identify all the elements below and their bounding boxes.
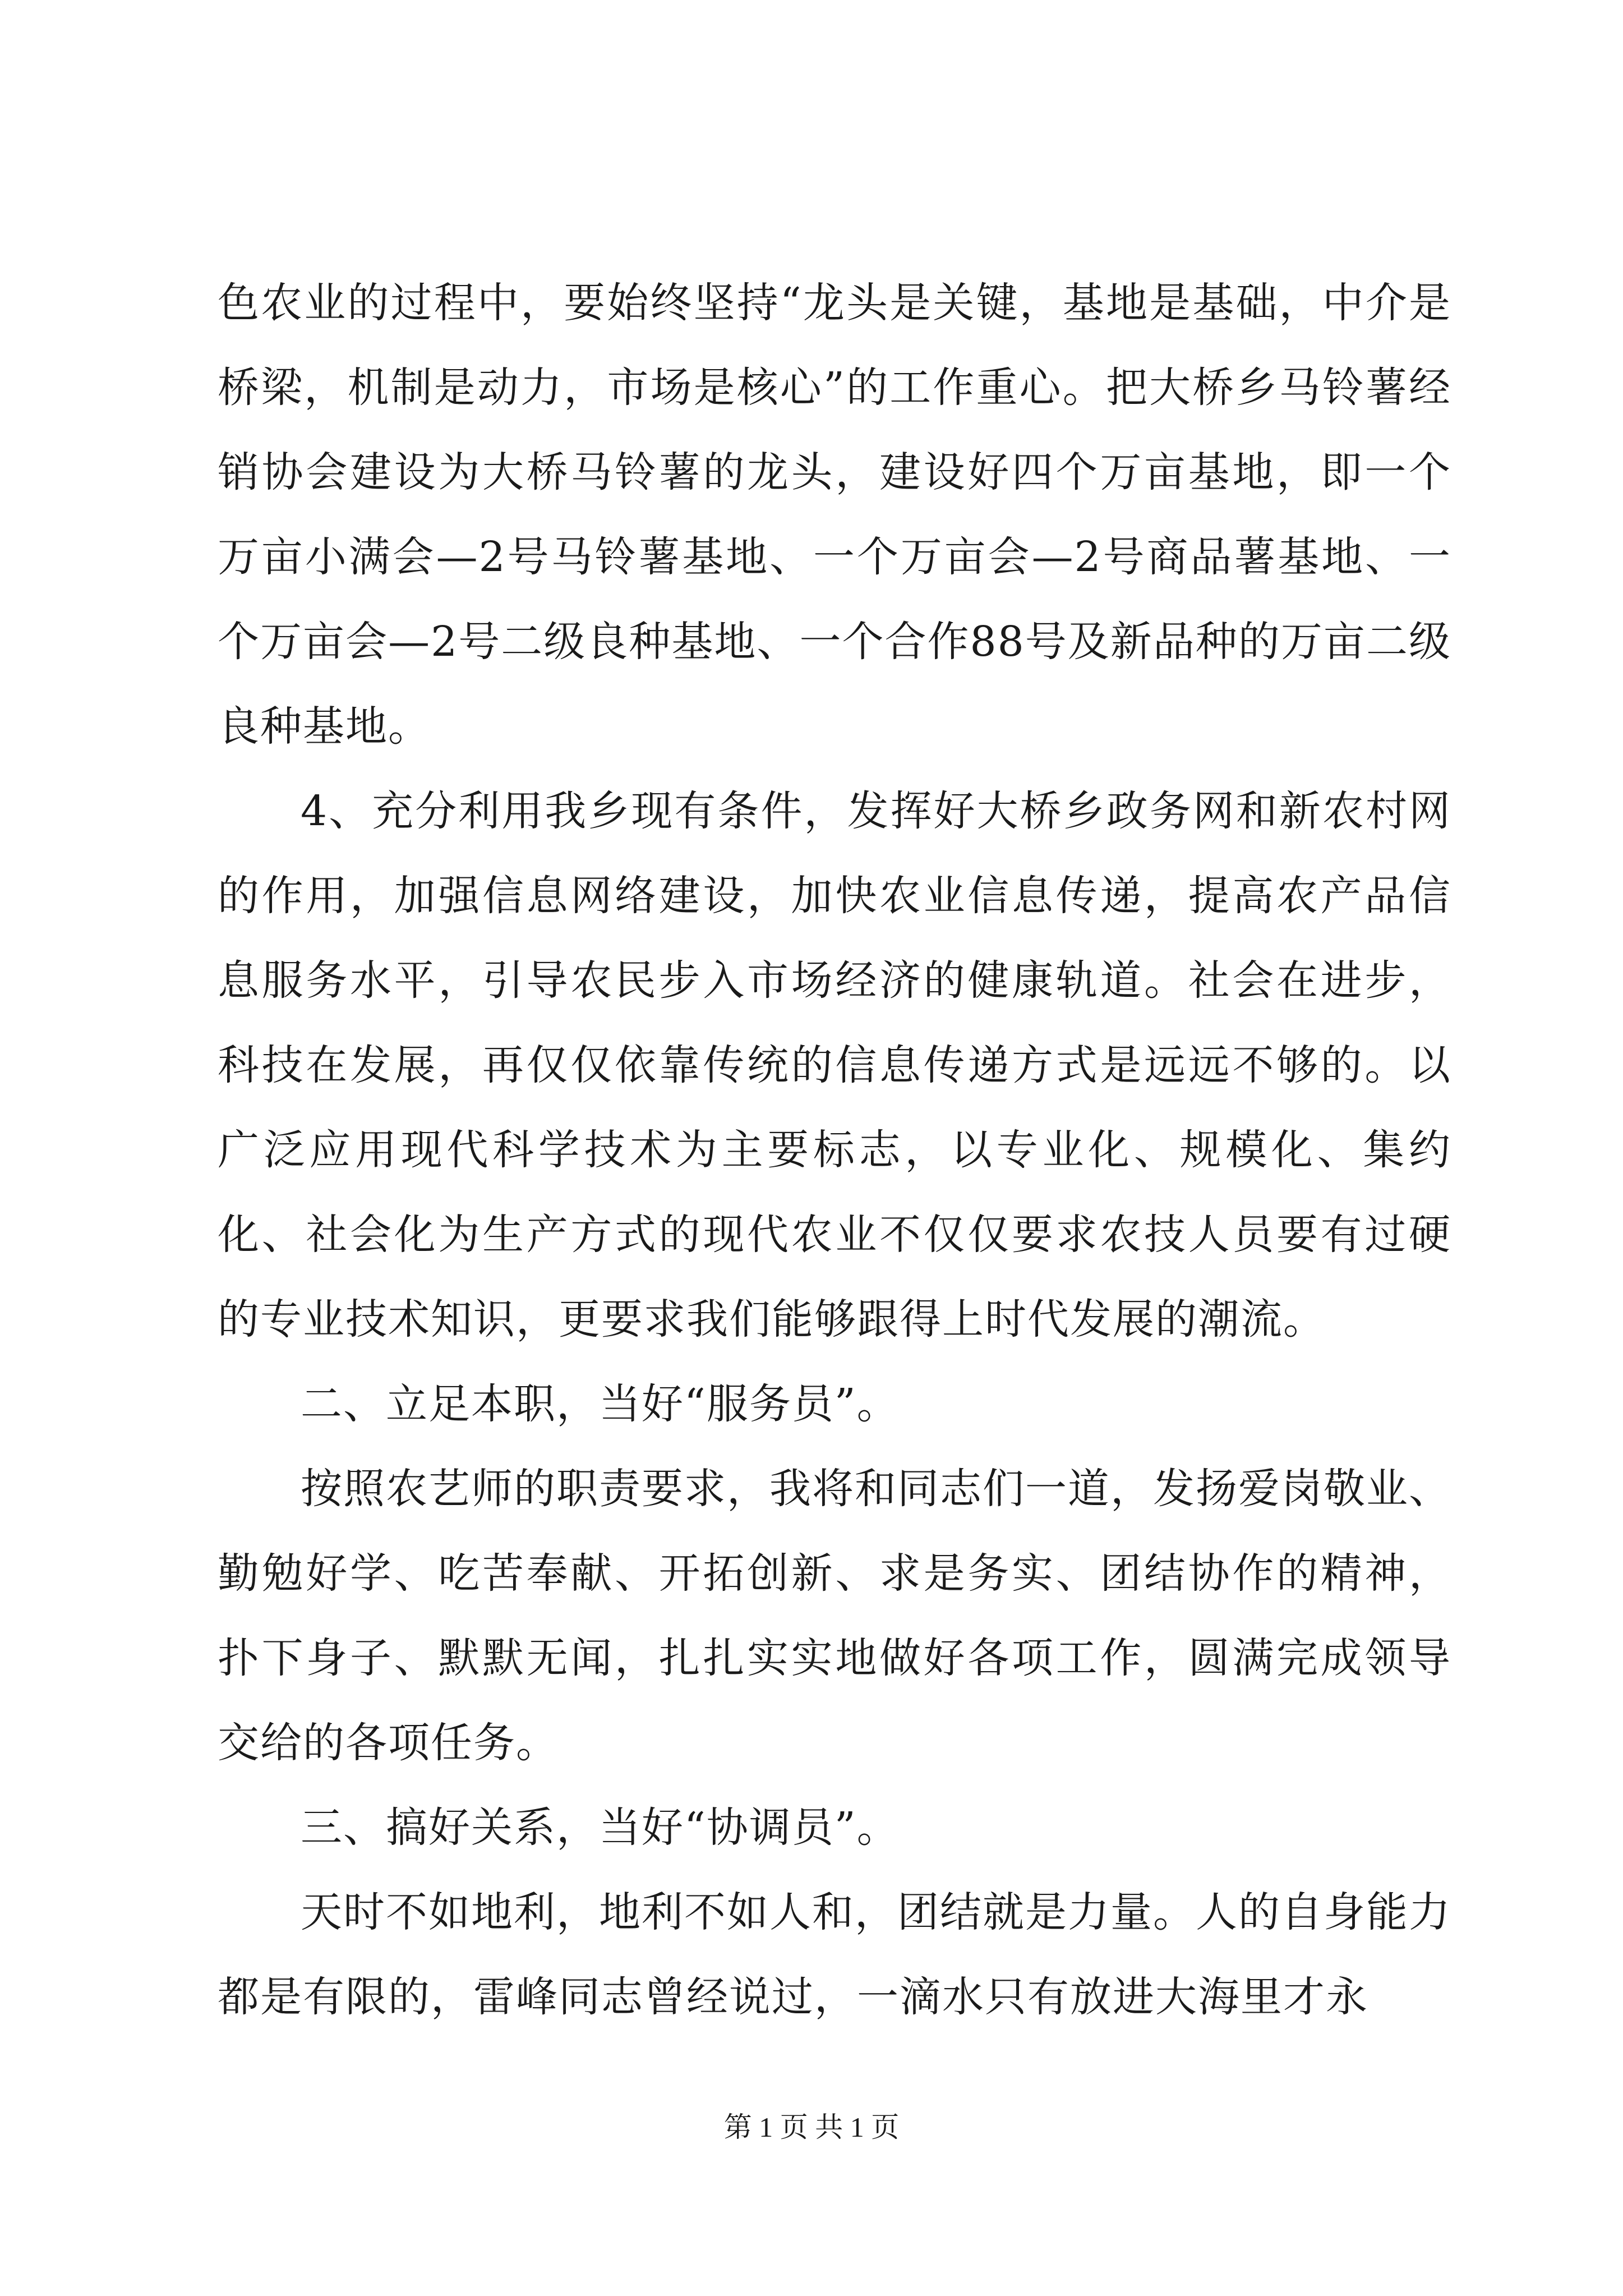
paragraph-service: 按照农艺师的职责要求，我将和同志们一道，发扬爱岗敬业、勤勉好学、吃苦奉献、开拓创新、求是务实、团结协作的精神，扑下身子、默默无闻，扎扎实实地做好各项工作，圆满完成领导交给的各项任务。 — [218, 1465, 1451, 1767]
page-footer: 第 1 页 共 1 页 — [723, 2111, 900, 2143]
paragraph-item-4: 4、充分利用我乡现有条件，发挥好大桥乡政务网和新农村网的作用，加强信息网络建设，加快农业信息传递，提高农产品信息服务水平，引导农民步入市场经济的健康轨道。社会在进步，科技在发展，再仅仅依靠传统的信息传递方式是远远不够的。以广泛应用现代科学技术为主要标志，以专业化、规模化、集约化、社会化为生产方式的现代农业不仅仅要求农技人员要有过硬的专业技术知识，更要求我们能够跟得上时代发展的潮流。 — [218, 787, 1451, 1343]
section-heading-service: 二、立足本职，当好“服务员”。 — [301, 1380, 900, 1428]
paragraph-continuation: 色农业的过程中，要始终坚持“龙头是关键，基地是基础，中介是桥梁，机制是动力，市场是核心”的工作重心。把大桥乡马铃薯经销协会建设为大桥马铃薯的龙头，建设好四个万亩基地，即一个万亩小满会—2号马铃薯基地、一个万亩会—2号商品薯基地、一个万亩会—2号二级良种基地、一个合作88号及新品种的万亩二级良种基地。 — [218, 279, 1451, 751]
paragraph-coordination: 天时不如地利，地利不如人和，团结就是力量。人的自身能力都是有限的，雷峰同志曾经说过，一滴水只有放进大海里才永 — [218, 1888, 1451, 2021]
document-body — [218, 261, 1451, 2040]
section-heading-coordination: 三、搞好关系，当好“协调员”。 — [301, 1803, 900, 1852]
